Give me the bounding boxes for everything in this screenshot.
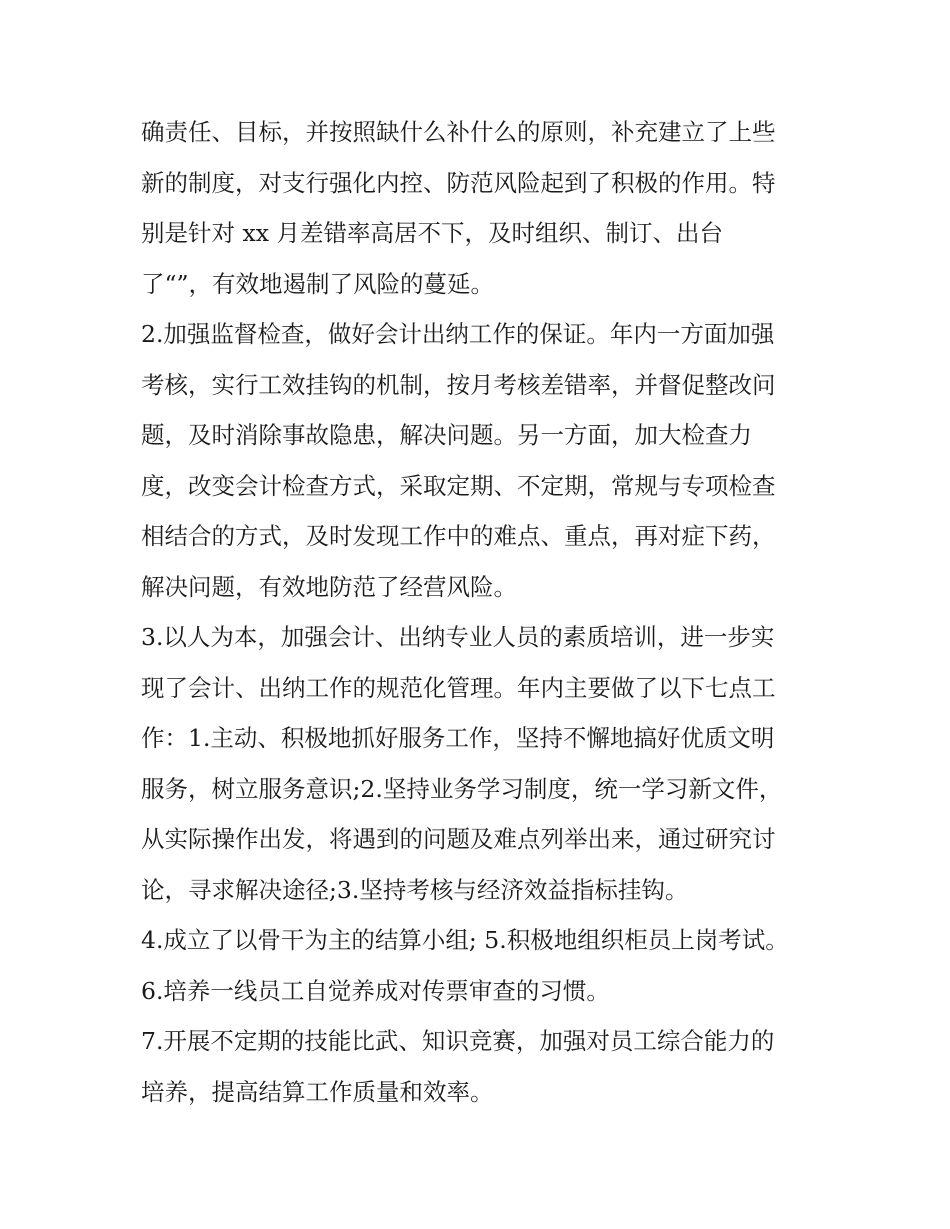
- text-line: 别是针对 xx 月差错率高居不下，及时组织、制订、出台: [141, 219, 723, 247]
- text-line: 确责任、目标，并按照缺什么补什么的原则，补充建立了上些: [141, 118, 776, 146]
- text-line: 2.加强监督检查，做好会计出纳工作的保证。年内一方面加强: [141, 320, 775, 348]
- text-line: 从实际操作出发，将遇到的问题及难点列举出来，通过研究讨: [141, 825, 776, 853]
- text-line: 论，寻求解决途径;3.坚持考核与经济效益指标挂钩。: [141, 875, 689, 904]
- document-body: [141, 107, 821, 1117]
- text-line: 了“”，有效地遏制了风险的蔓延。: [141, 269, 495, 298]
- text-line: 服务，树立服务意识;2.坚持业务学习制度，统一学习新文件，: [141, 774, 783, 803]
- text-line: 度，改变会计检查方式，采取定期、不定期，常规与专项检查: [141, 471, 776, 500]
- text-line: 6.培养一线员工自觉养成对传票审查的习惯。: [141, 976, 610, 1005]
- text-line: 现了会计、出纳工作的规范化管理。年内主要做了以下七点工: [141, 673, 776, 702]
- text-line: 相结合的方式，及时发现工作中的难点、重点，再对症下药，: [141, 522, 776, 550]
- text-line: 4.成立了以骨干为主的结算小组; 5.积极地组织柜员上岗考试。: [141, 926, 789, 954]
- text-line: 新的制度，对支行强化内控、防范风险起到了积极的作用。特: [141, 168, 776, 197]
- text-line: 题，及时消除事故隐患，解决问题。另一方面，加大检查力: [141, 421, 752, 449]
- text-line: 考核，实行工效挂钩的机制，按月考核差错率，并督促整改问: [141, 370, 776, 399]
- text-line: 解决问题，有效地防范了经营风险。: [141, 572, 517, 601]
- text-line: 培养，提高结算工作质量和效率。: [141, 1077, 494, 1106]
- text-line: 3.以人为本，加强会计、出纳专业人员的素质培训，进一步实: [141, 623, 775, 651]
- text-line: 作：1.主动、积极地抓好服务工作，坚持不懈地搞好优质文明: [141, 724, 775, 752]
- text-line: 7.开展不定期的技能比武、知识竞赛，加强对员工综合能力的: [141, 1027, 775, 1055]
